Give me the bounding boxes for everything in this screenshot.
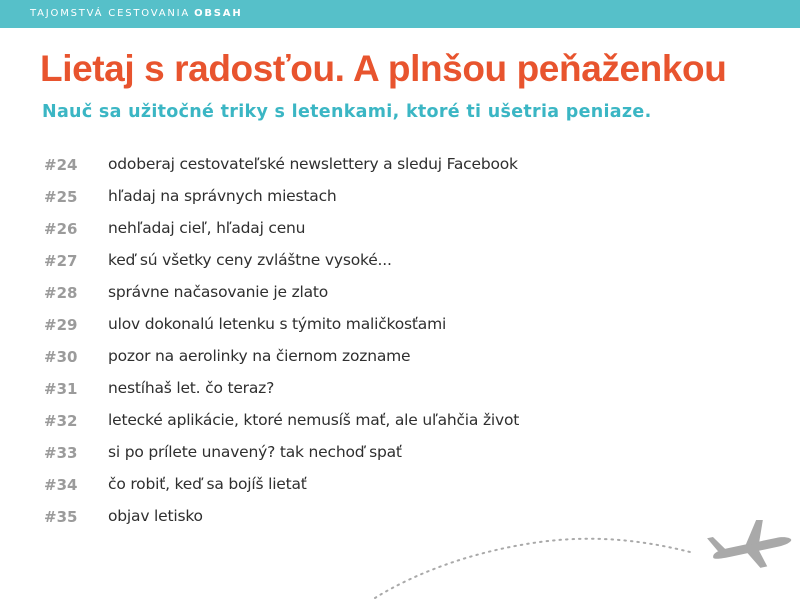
toc-number: #34 (44, 476, 78, 494)
toc-number: #35 (44, 508, 78, 526)
toc-item[interactable] (0, 408, 800, 440)
toc-text: pozor na aerolinky na čiernom zozname (108, 347, 411, 365)
toc-item[interactable] (0, 280, 800, 312)
toc-number: #33 (44, 444, 78, 462)
toc-number: #32 (44, 412, 78, 430)
toc-number: #28 (44, 284, 78, 302)
toc-number: #24 (44, 156, 78, 174)
top-bar (0, 0, 800, 28)
toc-item[interactable] (0, 152, 800, 184)
flight-path-decoration (370, 520, 800, 600)
toc-text: čo robiť, keď sa bojíš lietať (108, 475, 307, 493)
toc-text: nehľadaj cieľ, hľadaj cenu (108, 219, 306, 237)
airplane-icon (705, 520, 795, 577)
page-subtitle: Nauč sa užitočné triky s letenkami, ktoré ti ušetria peniaze. (42, 102, 652, 122)
section-name: TAJOMSTVÁ CESTOVANIA (30, 8, 191, 19)
toc-text: objav letisko (108, 507, 203, 525)
toc-item[interactable] (0, 184, 800, 216)
toc-number: #26 (44, 220, 78, 238)
toc-item[interactable] (0, 344, 800, 376)
toc-number: #25 (44, 188, 78, 206)
toc-text: hľadaj na správnych miestach (108, 187, 337, 205)
toc-text: si po prílete unavený? tak nechoď spať (108, 443, 402, 461)
toc-number: #31 (44, 380, 78, 398)
toc-text: letecké aplikácie, ktoré nemusíš mať, ale uľahčia život (108, 411, 520, 429)
toc-text: odoberaj cestovateľské newslettery a sleduj Facebook (108, 155, 518, 173)
toc-item[interactable] (0, 312, 800, 344)
toc-item[interactable] (0, 376, 800, 408)
page-title: Lietaj s radosťou. A plnšou peňaženkou (40, 48, 727, 89)
toc-number: #30 (44, 348, 78, 366)
table-of-contents (0, 152, 800, 536)
toc-text: ulov dokonalú letenku s týmito maličkosťami (108, 315, 447, 333)
toc-text: keď sú všetky ceny zvláštne vysoké... (108, 251, 392, 269)
toc-number: #27 (44, 252, 78, 270)
toc-number: #29 (44, 316, 78, 334)
section-label: OBSAH (194, 8, 243, 19)
toc-item[interactable] (0, 472, 800, 504)
toc-text: správne načasovanie je zlato (108, 283, 329, 301)
toc-item[interactable] (0, 440, 800, 472)
breadcrumb (30, 8, 243, 19)
toc-item[interactable] (0, 216, 800, 248)
toc-text: nestíhaš let. čo teraz? (108, 379, 275, 397)
dotted-flight-path (375, 539, 690, 598)
toc-item[interactable] (0, 248, 800, 280)
